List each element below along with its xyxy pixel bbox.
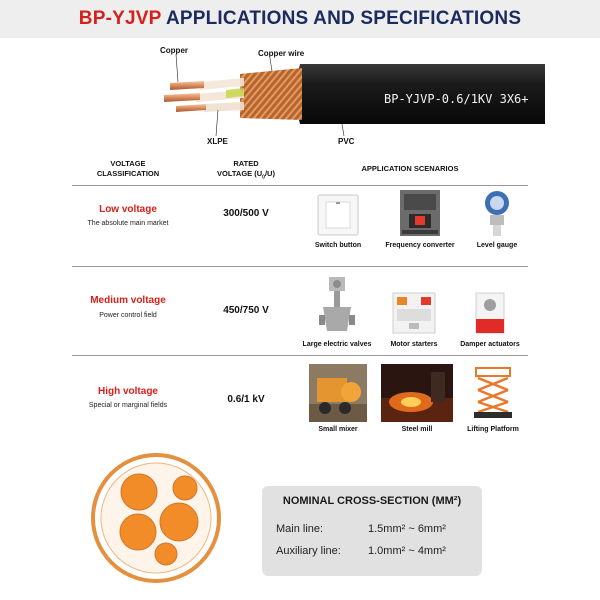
class-name: Medium voltage (90, 295, 166, 306)
cable-print-text: BP-YJVP-0.6/1KV 3X6+ (384, 92, 529, 106)
table-row-high-voltage (72, 356, 528, 444)
app-motor-starters (384, 289, 444, 348)
lifting-platform-icon (470, 364, 516, 422)
class-desc: Power control field (99, 312, 157, 319)
title-rest: APPLICATIONS AND SPECIFICATIONS (165, 8, 522, 29)
cable-cross-section-diagram (88, 450, 224, 586)
header-rated-voltage: RATED VOLTAGE $(U_0/U)$ (217, 159, 275, 181)
steel-mill-icon (381, 364, 453, 422)
wall-switch-icon (315, 192, 361, 238)
main-line-value: 1.5mm² ~ 6mm² (368, 523, 446, 535)
app-label: Level gauge (476, 242, 518, 249)
app-label: Damper actuators (460, 341, 520, 348)
table-row-medium-voltage (72, 267, 528, 356)
cable-illustration (0, 38, 600, 150)
app-small-mixer (302, 364, 374, 433)
title-model: BP-YJVP (78, 8, 162, 29)
app-lifting-platform (458, 364, 528, 433)
label-copper-wire: Copper wire (258, 49, 305, 58)
app-label: Small mixer (318, 426, 358, 433)
rated-voltage: 0.6/1 kV (227, 394, 265, 405)
app-label: Large electric valves (302, 341, 372, 348)
app-label: Lifting Platform (467, 426, 519, 433)
class-desc: The absolute main market (87, 220, 169, 227)
header-application-scenarios: APPLICATION SCENARIOS (361, 164, 459, 173)
page-title (79, 8, 521, 30)
class-name: High voltage (97, 386, 158, 397)
label-xlpe: XLPE (207, 137, 228, 146)
cross-section-title: NOMINAL CROSS-SECTION (MM²) (282, 495, 462, 507)
app-large-electric-valves (294, 275, 380, 348)
rated-voltage: 300/500 V (223, 208, 269, 219)
header-voltage-classification: VOLTAGE CLASSIFICATION (96, 159, 160, 178)
class-name: Low voltage (99, 204, 157, 215)
frequency-converter-icon (397, 188, 443, 238)
table-header (72, 155, 528, 186)
app-label: Steel mill (401, 426, 433, 433)
app-level-gauge (466, 188, 528, 249)
app-damper-actuators (452, 289, 528, 348)
motor-starter-icon (391, 289, 437, 337)
auxiliary-line-value: 1.0mm² ~ 4mm² (368, 545, 446, 557)
rated-voltage: 450/750 V (223, 305, 269, 316)
app-label: Motor starters (390, 341, 438, 348)
app-label: Frequency converter (385, 242, 455, 249)
nominal-cross-section-box (262, 486, 482, 576)
header-banner (0, 0, 600, 38)
app-label: Switch button (314, 242, 362, 249)
application-table (72, 155, 528, 444)
mixer-icon (309, 364, 367, 422)
table-row-low-voltage (72, 186, 528, 267)
main-line-label: Main line: (276, 523, 324, 535)
app-steel-mill (380, 364, 454, 433)
electric-valve-icon (317, 275, 357, 337)
app-frequency-converter (378, 188, 462, 249)
class-desc: Special or marginal fields (88, 402, 168, 409)
app-switch-button (302, 192, 374, 249)
level-gauge-icon (477, 188, 517, 238)
label-copper: Copper (160, 46, 188, 55)
label-pvc: PVC (338, 137, 355, 146)
auxiliary-line-label: Auxiliary line: (276, 545, 341, 557)
damper-actuator-icon (470, 289, 510, 337)
